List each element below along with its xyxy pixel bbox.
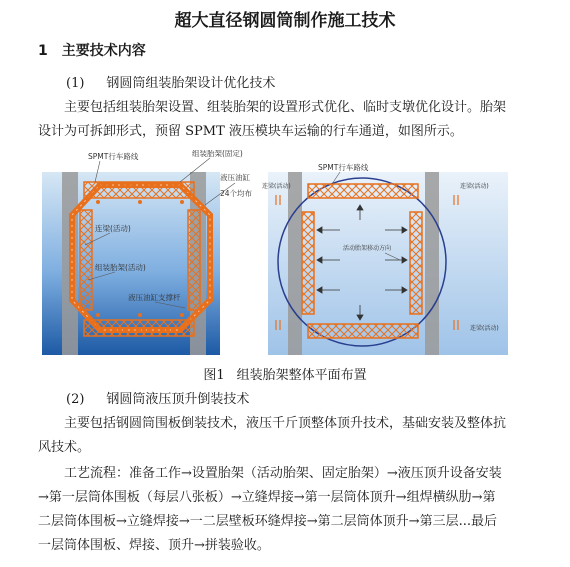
section-number: 1: [38, 43, 48, 59]
left-label-movable-frame: 组装胎架(活动): [95, 263, 146, 272]
left-label-cylinder: 液压油缸: [220, 173, 250, 182]
left-side-truss-1: [80, 210, 92, 310]
paragraph-1: 主要包括组装胎架设置、组装胎架的设置形式优化、临时支墩优化设计。胎架设计为可拆卸形式，预留 SPMT 液压模块车运输的行车通道，如图所示。: [38, 100, 507, 139]
subsection-title: 钢圆筒液压顶升倒装技术: [106, 392, 250, 407]
right-label-move-dir: 活动胎架移动方向: [343, 245, 392, 252]
subsection-heading-1: [66, 72, 275, 91]
right-label-beam-bottom: 连梁(活动): [470, 325, 499, 332]
left-bottom-truss: [84, 320, 194, 336]
paragraph-2: 主要包括钢圆筒围板倒装技术，液压千斤顶整体顶升技术，基础安装及整体抗风技术。: [38, 416, 507, 455]
right-bottom-truss: [308, 324, 418, 338]
right-label-beam-right: 连梁(活动): [460, 183, 489, 190]
figure-number: 图1: [203, 368, 225, 383]
left-label-beam: 连梁(活动): [95, 224, 131, 233]
left-label-fixed-frame: 组装胎架(固定): [192, 150, 243, 158]
section-heading: [38, 40, 146, 60]
section-title: 主要技术内容: [61, 43, 146, 59]
right-plan-diagram: [262, 162, 508, 355]
document-title: 超大直径钢圆筒制作施工技术: [174, 11, 396, 31]
left-label-cylinder-count: 24个均布: [220, 189, 253, 198]
right-side-truss-2: [410, 212, 422, 314]
subsection-number: (2): [66, 392, 85, 407]
subsection-title: 钢圆筒组装胎架设计优化技术: [106, 76, 276, 91]
left-top-truss: [84, 182, 194, 198]
subsection-number: (1): [66, 76, 85, 91]
right-side-truss-1: [302, 212, 314, 314]
right-column-1: [288, 172, 302, 355]
left-label-spmt: SPMT行车路线: [88, 152, 139, 161]
figure-caption-text: 组装胎架整体平面布置: [236, 368, 367, 383]
right-column-2: [425, 172, 439, 355]
subsection-heading-2: [66, 388, 249, 407]
figure-caption: [0, 364, 570, 383]
figure-frame-layout: [40, 150, 530, 362]
left-side-truss-2: [188, 210, 200, 310]
left-label-strut: 液压油缸支撑杆: [128, 293, 181, 302]
paragraph-3: 工艺流程：准备工作→设置胎架（活动胎架、固定胎架）→液压顶升设备安装→第一层筒体围板（每层八张板）→立缝焊接→第一层筒体顶升→组焊横纵肋→第二层筒体围板→立缝焊接→一二层壁板环缝焊接→第二层筒体顶升→第三层...最后一层筒体围板、焊接、顶升→拼装验收。: [38, 466, 502, 553]
right-label-spmt: SPMT行车路线: [318, 163, 369, 172]
right-top-truss: [308, 184, 418, 198]
left-plan-diagram: [42, 150, 253, 355]
right-label-beam-left: 连梁(活动): [262, 183, 291, 190]
